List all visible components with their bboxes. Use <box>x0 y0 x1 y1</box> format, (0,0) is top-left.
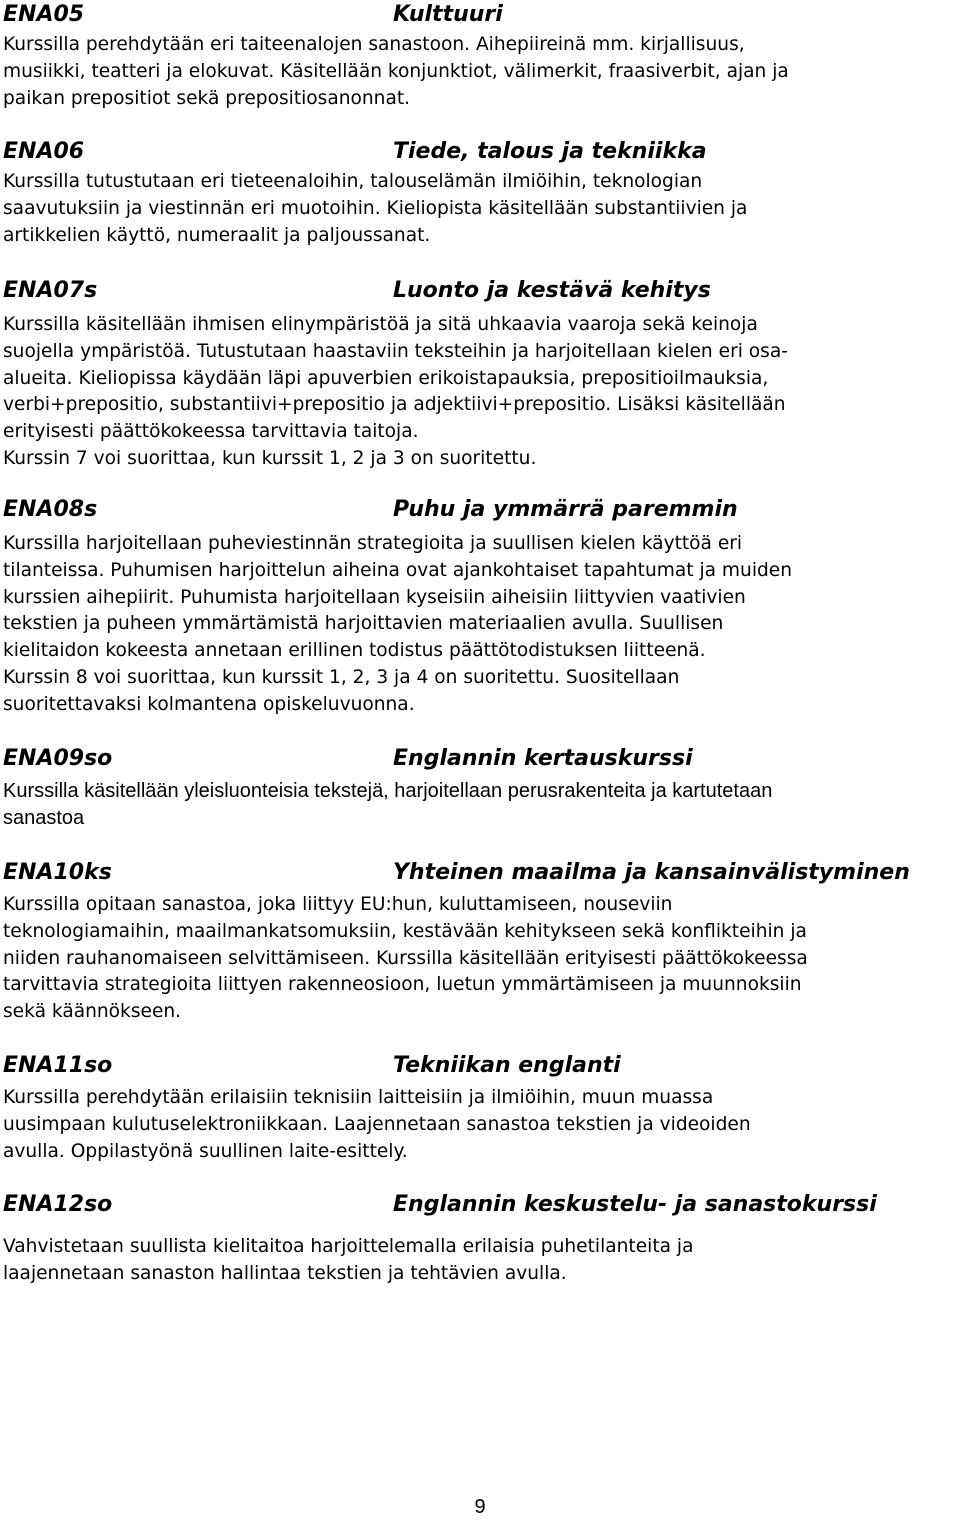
description-line: avulla. Oppilastyönä suullinen laite-esittely. <box>3 1140 408 1162</box>
course-description <box>3 892 808 1026</box>
course-title: Kulttuuri <box>393 2 503 27</box>
course-code: ENA11so <box>3 1053 113 1078</box>
course-ena06 <box>3 137 747 249</box>
course-title: Luonto ja kestävä kehitys <box>393 278 711 303</box>
course-heading <box>3 744 772 774</box>
description-line: kielitaidon kokeesta annetaan erillinen todistus päättötodistuksen liitteenä. <box>3 640 706 662</box>
description-line: verbi+prepositio, substantiivi+prepositio ja adjektiivi+prepositio. Lisäksi käsitellään <box>3 394 786 416</box>
description-line: erityisesti päättökokeessa tarvittavia taitoja. <box>3 421 419 443</box>
course-heading <box>3 276 788 306</box>
description-line: saavutuksiin ja viestinnän eri muotoihin. Kieliopista käsitellään substantiivien ja <box>3 197 748 219</box>
course-heading <box>3 137 747 167</box>
course-title: Yhteinen maailma ja kansainvälistyminen <box>393 860 910 885</box>
course-code: ENA08s <box>3 497 98 522</box>
description-line: tarvittavia strategioita liittyen rakenneosioon, luetun ymmärtämiseen ja muunnoksiin <box>3 974 802 996</box>
course-code: ENA09so <box>3 746 113 771</box>
course-ena10ks <box>3 858 910 1026</box>
course-ena08s <box>3 495 792 719</box>
description-line: teknologiamaihin, maailmankatsomuksiin, kestävään kehitykseen sekä konflikteihin ja <box>3 920 807 942</box>
course-title: Tekniikan englanti <box>393 1053 621 1078</box>
description-line: Kurssilla käsitellään yleisluonteisia tekstejä, harjoitellaan perusrakenteita ja kartutetaan <box>3 780 773 802</box>
description-line: suoritettavaksi kolmantena opiskeluvuonna. <box>3 693 415 715</box>
description-line: sekä käännökseen. <box>3 1001 182 1023</box>
description-line: Kurssilla perehdytään eri taiteenalojen sanastoon. Aihepiireinä mm. kirjallisuus, <box>3 34 745 55</box>
course-ena09so <box>3 744 772 832</box>
course-heading <box>3 1051 751 1081</box>
description-line: paikan prepositiot sekä prepositiosanonnat. <box>3 87 411 109</box>
course-title: Tiede, talous ja tekniikka <box>393 139 707 164</box>
course-code: ENA12so <box>3 1192 113 1217</box>
course-code: ENA05 <box>3 2 85 27</box>
description-line: Kurssin 7 voi suorittaa, kun kurssit 1, 2 ja 3 on suoritettu. <box>3 447 537 469</box>
description-line: Kurssilla opitaan sanastoa, joka liittyy EU:hun, kuluttamiseen, nouseviin <box>3 894 673 915</box>
description-line: Vahvistetaan suullista kielitaitoa harjoittelemalla erilaisia puhetilanteita ja <box>3 1236 694 1257</box>
page-number: 9 <box>474 1496 486 1518</box>
description-line: kurssien aihepiirit. Puhumista harjoitellaan kyseisiin aiheisiin liittyvien vaativien <box>3 586 746 608</box>
course-ena07s <box>3 276 788 473</box>
course-ena12so <box>3 1190 877 1288</box>
course-title: Englannin kertauskurssi <box>393 746 693 771</box>
description-line: sanastoa <box>3 807 85 829</box>
course-description <box>3 32 789 112</box>
course-heading <box>3 858 910 888</box>
description-line: Kurssin 8 voi suorittaa, kun kurssit 1, 2, 3 ja 4 on suoritettu. Suositellaan <box>3 666 680 688</box>
course-title: Englannin keskustelu- ja sanastokurssi <box>393 1192 877 1217</box>
course-heading <box>3 495 792 525</box>
description-line: Kurssilla harjoitellaan puheviestinnän strategioita ja suullisen kielen käyttöä eri <box>3 533 743 554</box>
course-ena11so <box>3 1051 751 1165</box>
course-description <box>3 531 792 719</box>
course-description <box>3 778 772 832</box>
course-title: Puhu ja ymmärrä paremmin <box>393 497 738 522</box>
course-description <box>3 1234 693 1288</box>
description-line: artikkelien käyttö, numeraalit ja paljoussanat. <box>3 224 431 246</box>
description-line: alueita. Kieliopissa käydään läpi apuverbien erikoistapauksia, prepositioilmauksia, <box>3 367 769 389</box>
description-line: musiikki, teatteri ja elokuvat. Käsitellään konjunktiot, välimerkit, fraasiverbit, ajan ja <box>3 60 789 82</box>
course-description <box>3 1085 751 1165</box>
description-line: Kurssilla perehdytään erilaisiin teknisiin laitteisiin ja ilmiöihin, muun muassa <box>3 1087 714 1108</box>
course-description <box>3 312 788 473</box>
description-line: suojella ympäristöä. Tutustutaan haastaviin teksteihin ja harjoitellaan kielen eri osa- <box>3 340 788 362</box>
description-line: Kurssilla käsitellään ihmisen elinympäristöä ja sitä uhkaavia vaaroja sekä keinoja <box>3 314 758 335</box>
course-code: ENA10ks <box>3 860 112 885</box>
description-line: tilanteissa. Puhumisen harjoittelun aiheina ovat ajankohtaiset tapahtumat ja muiden <box>3 559 793 581</box>
course-description <box>3 169 747 249</box>
description-line: uusimpaan kulutuselektroniikkaan. Laajennetaan sanastoa tekstien ja videoiden <box>3 1113 751 1135</box>
description-line: Kurssilla tutustutaan eri tieteenaloihin, talouselämän ilmiöihin, teknologian <box>3 171 703 192</box>
course-ena05 <box>3 0 789 112</box>
course-heading <box>3 1190 877 1220</box>
description-line: niiden rauhanomaiseen selvittämiseen. Kurssilla käsitellään erityisesti päättökokeessa <box>3 947 808 969</box>
course-code: ENA07s <box>3 278 98 303</box>
description-line: laajennetaan sanaston hallintaa tekstien ja tehtävien avulla. <box>3 1262 567 1284</box>
course-code: ENA06 <box>3 139 85 164</box>
course-heading <box>3 0 789 30</box>
description-line: tekstien ja puheen ymmärtämistä harjoittavien materiaalien avulla. Suullisen <box>3 613 724 635</box>
